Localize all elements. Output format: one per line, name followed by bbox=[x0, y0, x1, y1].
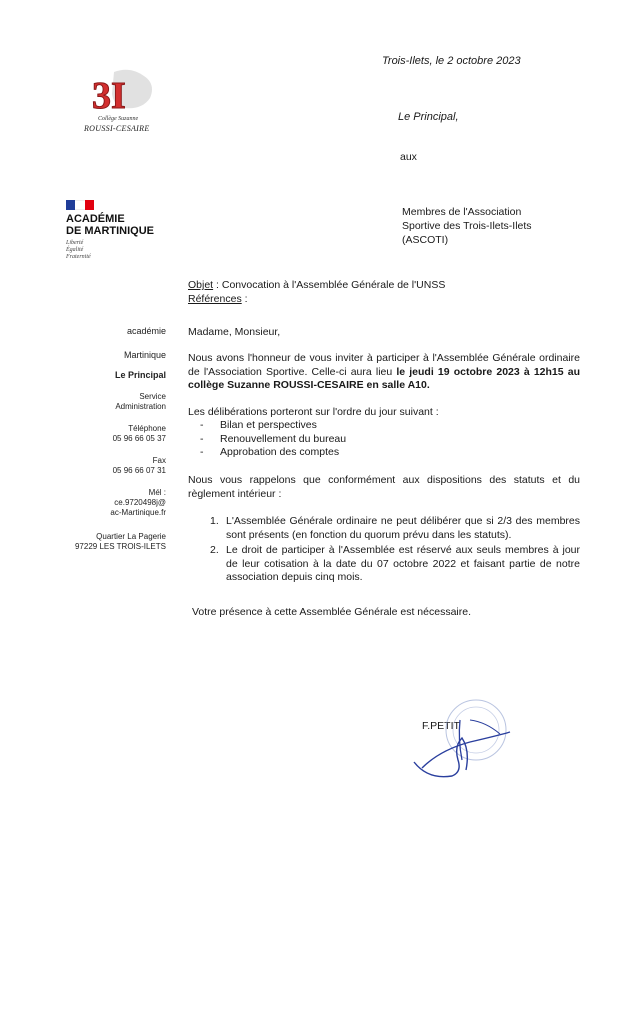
motto-line: Fraternité bbox=[66, 254, 91, 260]
rule-text: Le droit de participer à l'Assemblée est réservé aux seuls membres à jour de leur cotisation à la date du 07 octobre 2022 et faisant partie de notre association depuis cinq mois. bbox=[226, 544, 580, 583]
recipient-line: Sportive des Trois-Ilets-Ilets bbox=[402, 220, 532, 232]
recipient-line: Membres de l'Association bbox=[402, 206, 522, 218]
school-logo bbox=[84, 68, 164, 140]
french-flag-icon bbox=[66, 200, 94, 210]
sidebar-principal: Le Principal bbox=[114, 370, 166, 380]
recipient-line: (ASCOTI) bbox=[402, 234, 449, 246]
academie-block bbox=[66, 200, 154, 261]
sidebar-address-2: 97229 LES TROIS-ILETS bbox=[74, 542, 166, 551]
svg-text:3I: 3I bbox=[92, 75, 126, 117]
references-suffix: : bbox=[241, 293, 248, 305]
sidebar-address-1: Quartier La Pagerie bbox=[96, 532, 166, 541]
invitation-text: Nous avons l'honneur de vous inviter à participer à l'Assemblée Générale ordinaire de l'Association Sportive. Celle-ci aura lieu bbox=[188, 352, 580, 378]
sidebar-phone-value: 05 96 66 05 37 bbox=[112, 434, 166, 443]
invitation-bold: le jeudi 19 octobre 2023 à 12h15 au collège Suzanne ROUSSI-CESAIRE en salle A10. bbox=[188, 365, 580, 391]
objet-line bbox=[188, 278, 445, 292]
rule-num: 1. bbox=[210, 515, 219, 527]
sidebar-fax-value: 05 96 66 07 31 bbox=[112, 466, 166, 475]
motto-line: Liberté bbox=[66, 240, 84, 246]
sidebar-service-label: Service bbox=[139, 392, 166, 401]
rules-list bbox=[196, 515, 580, 587]
agenda-item: - Renouvellement du bureau bbox=[194, 433, 494, 447]
logo-line2: ROUSSI-CESAIRE bbox=[84, 124, 150, 133]
motto bbox=[66, 240, 154, 261]
school-logo-mark bbox=[84, 68, 164, 118]
recipient-block bbox=[402, 205, 532, 247]
rule-item bbox=[196, 515, 580, 542]
sidebar-phone-label: Téléphone bbox=[128, 424, 166, 433]
objet-text: : Convocation à l'Assemblée Générale de l'UNSS bbox=[213, 279, 446, 291]
signature-stamp-icon bbox=[400, 690, 520, 790]
sidebar-service-value: Administration bbox=[115, 402, 166, 411]
signature-name: F.PETIT bbox=[422, 720, 460, 732]
salutation: Madame, Monsieur, bbox=[188, 326, 281, 338]
rule-text: L'Assemblée Générale ordinaire ne peut délibérer que si 2/3 des membres sont présents (en fonction du quorum prévu dans les statuts). bbox=[226, 515, 580, 541]
closing: Votre présence à cette Assemblée Générale est nécessaire. bbox=[192, 606, 471, 618]
objet-label: Objet bbox=[188, 279, 214, 291]
sidebar-mail-label: Mél : bbox=[148, 488, 166, 497]
sidebar-academie: académie bbox=[126, 326, 166, 336]
sidebar-fax-label: Fax bbox=[152, 456, 166, 465]
agenda-item: - Bilan et perspectives bbox=[194, 419, 494, 433]
references-line bbox=[188, 292, 248, 306]
recipient-prefix: aux bbox=[400, 151, 417, 163]
sidebar-mail-1: ce.9720498j@ bbox=[114, 498, 166, 507]
rule-num: 2. bbox=[210, 544, 219, 556]
agenda-intro: Les délibérations porteront sur l'ordre du jour suivant : bbox=[188, 406, 439, 418]
rule-item bbox=[196, 544, 580, 585]
agenda-list bbox=[194, 419, 494, 460]
place-date: Trois-Ilets, le 2 octobre 2023 bbox=[382, 55, 521, 67]
sidebar-mail-2: ac-Martinique.fr bbox=[110, 508, 166, 517]
logo-line1: Collège Suzanne bbox=[98, 116, 139, 122]
sidebar-martinique: Martinique bbox=[123, 350, 166, 360]
paragraph-invitation bbox=[188, 352, 580, 393]
academie-name-1: ACADÉMIE bbox=[66, 213, 125, 225]
academie-name-2: DE MARTINIQUE bbox=[66, 225, 154, 237]
paragraph-rules-intro: Nous vous rappelons que conformément aux dispositions des statuts et du règlement intérieur : bbox=[188, 474, 580, 500]
sidebar bbox=[40, 326, 166, 552]
references-label: Références bbox=[188, 293, 242, 305]
motto-line: Égalité bbox=[66, 247, 84, 253]
agenda-item: - Approbation des comptes bbox=[194, 446, 494, 460]
sender: Le Principal, bbox=[398, 111, 459, 123]
